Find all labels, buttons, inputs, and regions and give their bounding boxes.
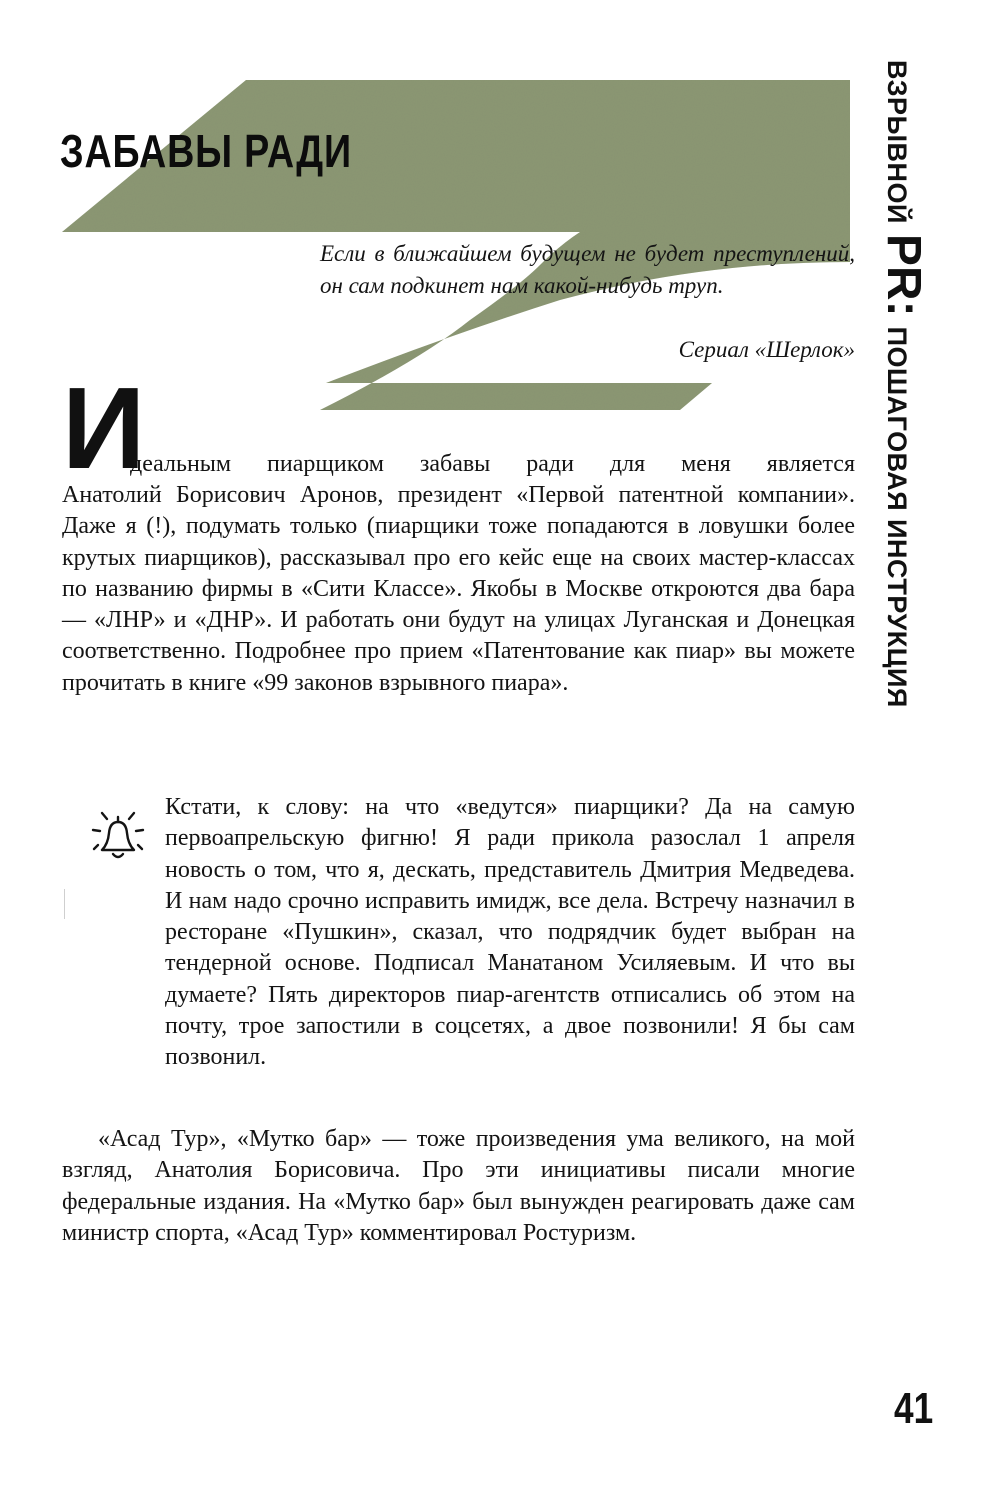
page-number: 41 bbox=[894, 1384, 934, 1433]
paragraph-1-first-line: деальным пиарщиком забавы ради для меня является bbox=[130, 451, 855, 477]
note-text: Кстати, к слову: на что «ведутся» пиарщики? Да на самую первоапрельскую фигню! Я ради прикола разослал 1 апреля новость о том, что я, дескать, представитель Дмитрия Медведева. И нам надо срочно исправить имидж, все дела. Встречу назначил в ресторане «Пушкин», сказал, что подрядчик будет выбран на тендерной основе. Подписал Манатаном Усиляевым. И что вы думаете? Пять директоров пиар-агентств отписались об этом на почту, трое запостили в соцсетях, а двое позвонили! Я бы сам позвонил. bbox=[165, 794, 855, 1071]
scan-mark bbox=[64, 889, 65, 919]
book-title-part3: ПОШАГОВАЯ ИНСТРУКЦИЯ bbox=[882, 326, 912, 708]
bell-icon bbox=[88, 806, 148, 866]
paragraph-1: Анатолий Борисович Аронов, президент «Первой патентной компании». Даже я (!), подумать только (пиарщики тоже попадаются в ловушки более крутых пиарщиков), рассказывал про его кейс еще на своих мастер-классах по названию фирмы в «Сити Классе». Якобы в Москве откроются два бара — «ЛНР» и «ДНР». И работать они будут на улицах Луганская и Донецкая соответственно. Подробнее про прием «Патентование как пиар» вы можете прочитать в книге «99 законов взрывного пиара». bbox=[62, 482, 855, 696]
book-title-vertical bbox=[877, 60, 931, 750]
book-title-part2: PR: bbox=[877, 233, 930, 317]
book-title-part1: ВЗРЫВНОЙ bbox=[882, 60, 912, 224]
epigraph-text: Если в ближайшем будущем не будет преступлений, он сам подкинет нам какой-нибудь труп. bbox=[320, 241, 855, 298]
drop-cap: И bbox=[62, 363, 146, 493]
epigraph-source: Сериал «Шерлок» bbox=[678, 337, 855, 362]
paragraph-3: «Асад Тур», «Мутко бар» — тоже произведения ума великого, на мой взгляд, Анатолия Борисовича. Про эти инициативы писали многие федеральные издания. На «Мутко бар» был вынужден реагировать даже сам министр спорта, «Асад Тур» комментировал Ростуризм. bbox=[62, 1126, 855, 1246]
chapter-title: ЗАБАВЫ РАДИ bbox=[60, 125, 352, 177]
